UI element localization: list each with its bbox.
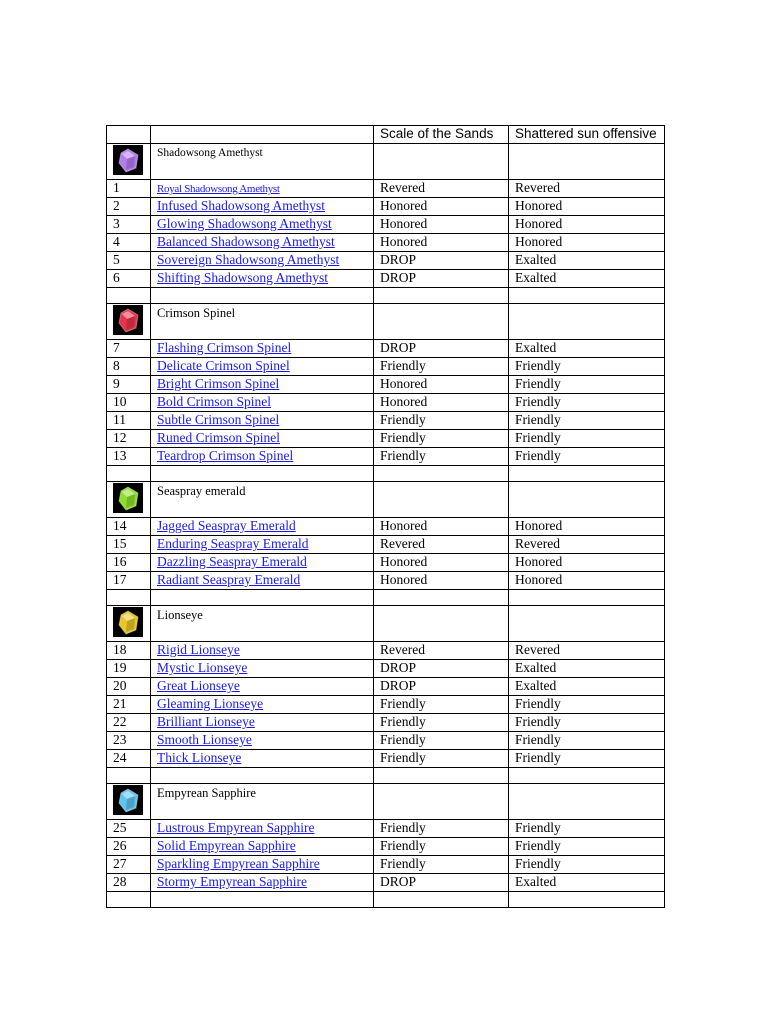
scale-of-the-sands-value: Friendly <box>374 856 509 874</box>
shattered-sun-value: Friendly <box>509 376 665 394</box>
gem-number: 26 <box>107 838 151 856</box>
gem-name-cell <box>151 856 374 874</box>
gem-name-cell <box>151 252 374 270</box>
gem-number: 27 <box>107 856 151 874</box>
header-scale-of-the-sands: Scale of the Sands <box>374 126 509 144</box>
scale-of-the-sands-value: Friendly <box>374 820 509 838</box>
gem-number: 12 <box>107 430 151 448</box>
scale-of-the-sands-value: Honored <box>374 216 509 234</box>
gem-icon-cell <box>107 482 151 518</box>
gem-name-cell <box>151 554 374 572</box>
gem-row <box>107 572 665 590</box>
gem-row <box>107 642 665 660</box>
gem-row <box>107 750 665 768</box>
shattered-sun-value: Friendly <box>509 412 665 430</box>
shattered-sun-value: Revered <box>509 536 665 554</box>
empty-cell <box>509 288 665 304</box>
gem-link[interactable]: Enduring Seaspray Emerald <box>157 536 309 551</box>
gem-row <box>107 270 665 288</box>
scale-of-the-sands-value: Revered <box>374 536 509 554</box>
empty-cell <box>374 482 509 518</box>
gem-number: 8 <box>107 358 151 376</box>
gem-name-cell <box>151 358 374 376</box>
gem-group-name-cell <box>151 144 374 180</box>
shattered-sun-value: Friendly <box>509 696 665 714</box>
gem-link[interactable]: Glowing Shadowsong Amethyst <box>157 216 332 231</box>
gem-group-name: Seaspray emerald <box>157 484 246 498</box>
shattered-sun-value: Honored <box>509 216 665 234</box>
empty-cell <box>509 892 665 908</box>
gem-row <box>107 430 665 448</box>
gem-row <box>107 732 665 750</box>
gem-number: 21 <box>107 696 151 714</box>
empty-cell <box>509 768 665 784</box>
gem-number: 14 <box>107 518 151 536</box>
gem-link[interactable]: Shifting Shadowsong Amethyst <box>157 270 329 285</box>
shattered-sun-value: Revered <box>509 180 665 198</box>
gem-name-cell <box>151 216 374 234</box>
gem-row <box>107 180 665 198</box>
gem-name-cell <box>151 642 374 660</box>
gem-name-cell <box>151 340 374 358</box>
gem-number: 11 <box>107 412 151 430</box>
empty-cell <box>374 144 509 180</box>
gem-row <box>107 234 665 252</box>
shattered-sun-value: Honored <box>509 554 665 572</box>
shattered-sun-value: Friendly <box>509 838 665 856</box>
gem-name-cell <box>151 430 374 448</box>
gem-icon-cell <box>107 304 151 340</box>
scale-of-the-sands-value: Friendly <box>374 448 509 466</box>
gem-row <box>107 856 665 874</box>
scale-of-the-sands-value: Honored <box>374 394 509 412</box>
gem-name-cell <box>151 198 374 216</box>
gem-number: 7 <box>107 340 151 358</box>
gem-group-name-cell <box>151 784 374 820</box>
gem-link[interactable]: Balanced Shadowsong Amethyst <box>157 234 335 249</box>
gem-link[interactable]: Delicate Crimson Spinel <box>157 358 290 373</box>
gem-row <box>107 714 665 732</box>
empty-cell <box>374 784 509 820</box>
scale-of-the-sands-value: Honored <box>374 198 509 216</box>
gem-link[interactable]: Dazzling Seaspray Emerald <box>157 554 307 569</box>
empty-cell <box>151 466 374 482</box>
gem-group-header <box>107 304 665 340</box>
gem-number: 17 <box>107 572 151 590</box>
shattered-sun-value: Friendly <box>509 394 665 412</box>
gem-name-cell <box>151 696 374 714</box>
gem-row <box>107 554 665 572</box>
scale-of-the-sands-value: Honored <box>374 554 509 572</box>
empty-cell <box>107 590 151 606</box>
empty-cell <box>107 768 151 784</box>
empty-cell <box>107 892 151 908</box>
gem-icon-cell <box>107 144 151 180</box>
gem-row <box>107 376 665 394</box>
gem-link[interactable]: Stormy Empyrean Sapphire <box>157 874 307 889</box>
yellow-gem-icon <box>113 607 143 637</box>
gem-link[interactable]: Rigid Lionseye <box>157 642 240 657</box>
gem-link[interactable]: Sparkling Empyrean Sapphire <box>157 856 320 871</box>
gem-number: 28 <box>107 874 151 892</box>
gem-group-header <box>107 144 665 180</box>
empty-cell <box>374 892 509 908</box>
header-blank-cell <box>107 126 151 144</box>
empty-cell <box>374 590 509 606</box>
scale-of-the-sands-value: Honored <box>374 234 509 252</box>
gem-number: 23 <box>107 732 151 750</box>
blank-row <box>107 768 665 784</box>
shattered-sun-value: Friendly <box>509 856 665 874</box>
shattered-sun-value: Friendly <box>509 448 665 466</box>
gem-row <box>107 448 665 466</box>
gem-name-cell <box>151 714 374 732</box>
gem-row <box>107 678 665 696</box>
shattered-sun-value: Revered <box>509 642 665 660</box>
scale-of-the-sands-value: Friendly <box>374 750 509 768</box>
gem-link[interactable]: Jagged Seaspray Emerald <box>157 518 296 533</box>
gem-link[interactable]: Infused Shadowsong Amethyst <box>157 198 325 213</box>
scale-of-the-sands-value: Honored <box>374 572 509 590</box>
header-row <box>107 126 665 144</box>
gem-name-cell <box>151 448 374 466</box>
scale-of-the-sands-value: Revered <box>374 642 509 660</box>
gem-link[interactable]: Flashing Crimson Spinel <box>157 340 292 355</box>
gem-name-cell <box>151 270 374 288</box>
empty-cell <box>374 304 509 340</box>
empty-cell <box>151 590 374 606</box>
gem-group-name-cell <box>151 304 374 340</box>
scale-of-the-sands-value: Friendly <box>374 696 509 714</box>
shattered-sun-value: Honored <box>509 518 665 536</box>
shattered-sun-value: Exalted <box>509 340 665 358</box>
gem-number: 16 <box>107 554 151 572</box>
scale-of-the-sands-value: DROP <box>374 678 509 696</box>
gem-name-cell <box>151 732 374 750</box>
gem-row <box>107 358 665 376</box>
shattered-sun-value: Friendly <box>509 820 665 838</box>
gem-group-name: Empyrean Sapphire <box>157 786 256 800</box>
gem-link[interactable]: Lustrous Empyrean Sapphire <box>157 820 315 835</box>
gem-link[interactable]: Bright Crimson Spinel <box>157 376 280 391</box>
gem-link[interactable]: Solid Empyrean Sapphire <box>157 838 296 853</box>
gem-number: 1 <box>107 180 151 198</box>
scale-of-the-sands-value: DROP <box>374 660 509 678</box>
scale-of-the-sands-value: DROP <box>374 340 509 358</box>
shattered-sun-value: Honored <box>509 572 665 590</box>
gem-group-header <box>107 606 665 642</box>
scale-of-the-sands-value: DROP <box>374 252 509 270</box>
gem-row <box>107 660 665 678</box>
shattered-sun-value: Exalted <box>509 660 665 678</box>
shattered-sun-value: Honored <box>509 234 665 252</box>
gem-reputation-table <box>106 125 665 908</box>
empty-cell <box>151 768 374 784</box>
gem-row <box>107 820 665 838</box>
gem-group-name-cell <box>151 482 374 518</box>
gem-number: 15 <box>107 536 151 554</box>
gem-link[interactable]: Sovereign Shadowsong Amethyst <box>157 252 340 267</box>
empty-cell <box>374 768 509 784</box>
gem-name-cell <box>151 376 374 394</box>
gem-number: 4 <box>107 234 151 252</box>
gem-row <box>107 874 665 892</box>
shattered-sun-value: Exalted <box>509 874 665 892</box>
scale-of-the-sands-value: Friendly <box>374 430 509 448</box>
gem-link[interactable]: Brilliant Lionseye <box>157 714 255 729</box>
gem-icon-cell <box>107 784 151 820</box>
gem-number: 2 <box>107 198 151 216</box>
scale-of-the-sands-value: Honored <box>374 518 509 536</box>
scale-of-the-sands-value: Friendly <box>374 714 509 732</box>
gem-name-cell <box>151 234 374 252</box>
gem-number: 6 <box>107 270 151 288</box>
red-gem-icon <box>113 305 143 335</box>
empty-cell <box>374 288 509 304</box>
gem-name-cell <box>151 518 374 536</box>
blank-row <box>107 466 665 482</box>
gem-name-cell <box>151 536 374 554</box>
gem-link[interactable]: Royal Shadowsong Amethyst <box>157 183 280 195</box>
gem-name-cell <box>151 874 374 892</box>
gem-name-cell <box>151 820 374 838</box>
gem-group-name: Crimson Spinel <box>157 306 236 320</box>
gem-row <box>107 216 665 234</box>
gem-link[interactable]: Gleaming Lionseye <box>157 696 264 711</box>
empty-cell <box>151 288 374 304</box>
gem-number: 19 <box>107 660 151 678</box>
gem-group-header <box>107 482 665 518</box>
gem-row <box>107 518 665 536</box>
gem-number: 25 <box>107 820 151 838</box>
gem-link[interactable]: Subtle Crimson Spinel <box>157 412 280 427</box>
scale-of-the-sands-value: Friendly <box>374 358 509 376</box>
gem-group-name: Shadowsong Amethyst <box>157 147 263 159</box>
gem-number: 13 <box>107 448 151 466</box>
scale-of-the-sands-value: Friendly <box>374 412 509 430</box>
gem-group-name: Lionseye <box>157 608 203 622</box>
gem-row <box>107 838 665 856</box>
gem-link[interactable]: Mystic Lionseye <box>157 660 248 675</box>
shattered-sun-value: Friendly <box>509 430 665 448</box>
gem-number: 9 <box>107 376 151 394</box>
gem-row <box>107 340 665 358</box>
header-blank-cell <box>151 126 374 144</box>
gem-row <box>107 696 665 714</box>
scale-of-the-sands-value: DROP <box>374 270 509 288</box>
empty-cell <box>509 466 665 482</box>
scale-of-the-sands-value: Friendly <box>374 732 509 750</box>
gem-name-cell <box>151 750 374 768</box>
gem-link[interactable]: Smooth Lionseye <box>157 732 252 747</box>
shattered-sun-value: Exalted <box>509 270 665 288</box>
gem-name-cell <box>151 572 374 590</box>
gem-number: 24 <box>107 750 151 768</box>
gem-link[interactable]: Runed Crimson Spinel <box>157 430 281 445</box>
green-gem-icon <box>113 483 143 513</box>
empty-cell <box>509 482 665 518</box>
shattered-sun-value: Exalted <box>509 678 665 696</box>
shattered-sun-value: Honored <box>509 198 665 216</box>
blank-row <box>107 590 665 606</box>
empty-cell <box>374 466 509 482</box>
empty-cell <box>509 304 665 340</box>
gem-name-cell <box>151 660 374 678</box>
gem-name-cell <box>151 412 374 430</box>
gem-row <box>107 536 665 554</box>
empty-cell <box>509 784 665 820</box>
shattered-sun-value: Friendly <box>509 732 665 750</box>
gem-number: 22 <box>107 714 151 732</box>
gem-group-header <box>107 784 665 820</box>
gem-name-cell <box>151 678 374 696</box>
gem-link[interactable]: Radiant Seaspray Emerald <box>157 572 301 587</box>
empty-cell <box>374 606 509 642</box>
gem-name-cell <box>151 180 374 198</box>
gem-group-name-cell <box>151 606 374 642</box>
shattered-sun-value: Friendly <box>509 358 665 376</box>
empty-cell <box>107 288 151 304</box>
blue-gem-icon <box>113 785 143 815</box>
gem-number: 10 <box>107 394 151 412</box>
shattered-sun-value: Friendly <box>509 714 665 732</box>
gem-name-cell <box>151 838 374 856</box>
gem-icon-cell <box>107 606 151 642</box>
empty-cell <box>509 144 665 180</box>
empty-cell <box>107 466 151 482</box>
empty-cell <box>509 606 665 642</box>
scale-of-the-sands-value: DROP <box>374 874 509 892</box>
empty-cell <box>509 590 665 606</box>
empty-cell <box>151 892 374 908</box>
gem-link[interactable]: Teardrop Crimson Spinel <box>157 448 294 463</box>
shattered-sun-value: Exalted <box>509 252 665 270</box>
header-shattered-sun-offensive: Shattered sun offensive <box>509 126 665 144</box>
gem-link[interactable]: Bold Crimson Spinel <box>157 394 272 409</box>
blank-row <box>107 288 665 304</box>
gem-row <box>107 198 665 216</box>
gem-row <box>107 394 665 412</box>
shattered-sun-value: Friendly <box>509 750 665 768</box>
purple-gem-icon <box>113 145 143 175</box>
gem-number: 5 <box>107 252 151 270</box>
gem-number: 20 <box>107 678 151 696</box>
blank-row <box>107 892 665 908</box>
gem-number: 3 <box>107 216 151 234</box>
gem-row <box>107 252 665 270</box>
gem-link[interactable]: Thick Lionseye <box>157 750 242 765</box>
gem-name-cell <box>151 394 374 412</box>
scale-of-the-sands-value: Friendly <box>374 838 509 856</box>
gem-row <box>107 412 665 430</box>
gem-link[interactable]: Great Lionseye <box>157 678 240 693</box>
scale-of-the-sands-value: Honored <box>374 376 509 394</box>
scale-of-the-sands-value: Revered <box>374 180 509 198</box>
gem-number: 18 <box>107 642 151 660</box>
